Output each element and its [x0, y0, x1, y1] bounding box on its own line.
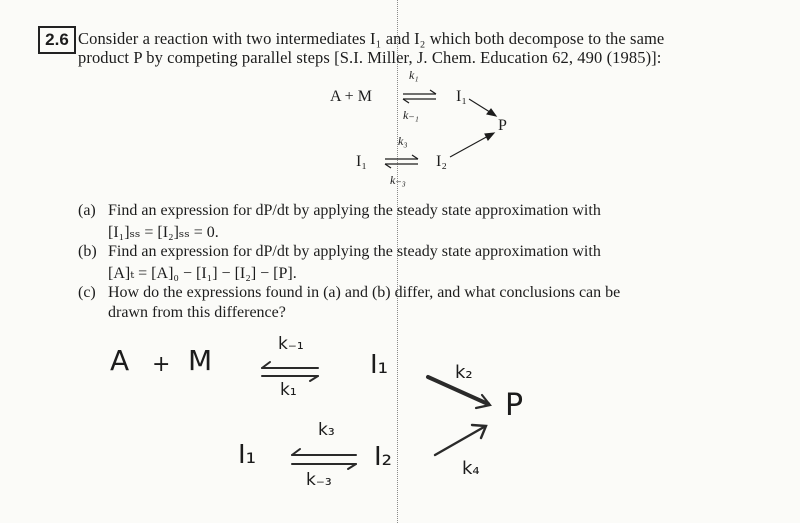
- arrow-i2-to-p: [450, 133, 494, 157]
- part-a-label: (a): [78, 202, 96, 219]
- part-c-line-1: How do the expressions found in (a) and (b) differ, and what conclusions can be: [108, 284, 621, 301]
- handwritten-k2: k₂: [455, 362, 473, 383]
- handwritten-m: M: [188, 344, 213, 377]
- problem-number-box: 2.6: [38, 26, 76, 54]
- handwritten-i2: I₂: [374, 442, 393, 472]
- part-b-label: (b): [78, 243, 97, 260]
- scheme-i2-right: I₂: [436, 153, 447, 170]
- scheme-product-p: P: [498, 117, 507, 134]
- part-c-line-2: drawn from this difference?: [108, 304, 286, 321]
- scheme-reactants: A + M: [330, 88, 372, 105]
- handwritten-i1-top: I₁: [370, 350, 389, 380]
- arrow-i1-to-p: [469, 99, 496, 116]
- scheme-k-minus1-label: k₋₁: [403, 108, 419, 122]
- part-a-line-1: Find an expression for dP/dt by applying the steady state approximation with: [108, 202, 601, 219]
- handwritten-equilibrium-2: [292, 449, 356, 469]
- handwritten-k3: k₃: [318, 420, 335, 440]
- scheme-k-minus3-label: k₋₃: [390, 173, 406, 187]
- handwritten-p: P: [505, 388, 524, 423]
- handwritten-arrow-i2-to-p: [435, 425, 486, 455]
- handwritten-i1-bottom: I₁: [238, 440, 257, 470]
- handwritten-a: A: [110, 344, 130, 377]
- equilibrium-arrow-2: [385, 155, 418, 168]
- equilibrium-arrow-1: [403, 90, 436, 103]
- handwritten-plus: +: [152, 352, 171, 377]
- part-b-line-2: [A]ₜ = [A]₀ − [I₁] − [I₂] − [P].: [108, 265, 297, 282]
- scheme-i1-product: I₁: [456, 88, 467, 105]
- problem-intro-line-1: Consider a reaction with two intermediates I₁ and I₂ which both decompose to the same: [78, 29, 665, 48]
- scheme-k3-label: k₃: [398, 134, 408, 148]
- part-b-line-1: Find an expression for dP/dt by applying the steady state approximation with: [108, 243, 601, 260]
- handwritten-k-minus3: k₋₃: [306, 470, 332, 490]
- handwritten-k4: k₄: [462, 458, 480, 479]
- handwritten-equilibrium-1: [262, 362, 318, 381]
- handwritten-k-minus1: k₋₁: [278, 334, 304, 354]
- problem-intro-line-2: product P by competing parallel steps [S.I. Miller, J. Chem. Education 62, 490 (1985)]:: [78, 48, 662, 67]
- part-a-line-2: [I₁]ₛₛ = [I₂]ₛₛ = 0.: [108, 224, 219, 241]
- scheme-i1-left: I₁: [356, 153, 367, 170]
- handwritten-k1: k₁: [280, 380, 297, 400]
- scheme-k1-label: k₁: [409, 68, 419, 82]
- part-c-label: (c): [78, 284, 96, 301]
